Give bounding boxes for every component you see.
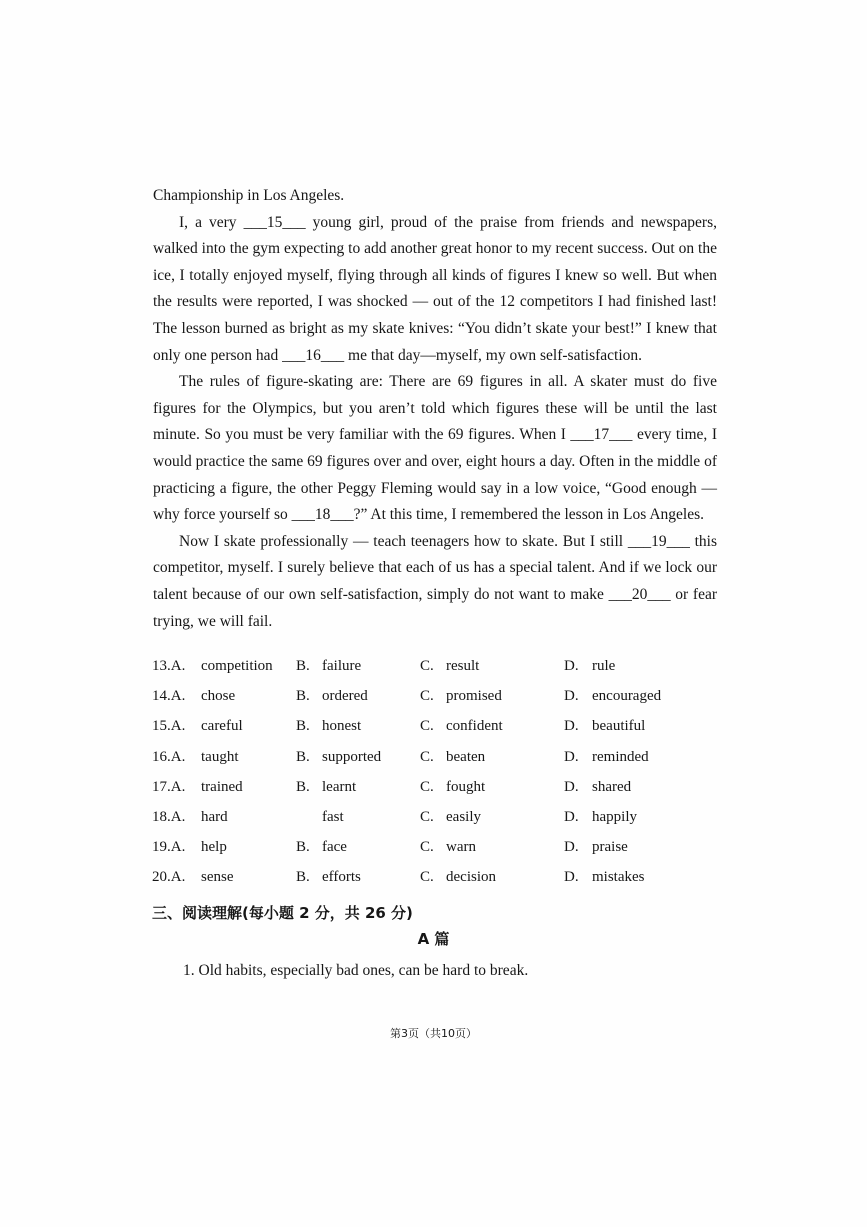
- option-c-label: C.: [420, 869, 434, 886]
- passage-paragraph-4: Now I skate professionally — teach teenagers how to skate. But I still ___19___ this competitor, myself. I surely believe that each of us has a special talent. And if we lock our talent because of our own self-satisfaction, simply do not want to make ___20___ or fear trying, we will fail.: [153, 532, 717, 630]
- option-d-label: D.: [564, 839, 579, 856]
- question-number: 16.A.: [152, 748, 186, 765]
- option-a: trained: [201, 778, 243, 795]
- option-row-16: [152, 749, 752, 779]
- option-d-label: D.: [564, 778, 579, 795]
- question-number: 13.A.: [152, 658, 186, 674]
- option-c-label: C.: [420, 748, 434, 765]
- option-b: failure: [322, 658, 362, 674]
- passage-paragraph-1: Championship in Los Angeles.: [153, 187, 345, 204]
- option-a: taught: [201, 748, 239, 765]
- option-d: beautiful: [592, 718, 646, 735]
- option-d: reminded: [592, 748, 649, 765]
- option-a: competition: [201, 658, 273, 674]
- option-b-label: B.: [296, 778, 310, 795]
- question-number: 17.A.: [152, 778, 186, 795]
- option-b-label: B.: [296, 688, 310, 705]
- option-d-label: D.: [564, 718, 579, 735]
- option-a: help: [201, 839, 227, 856]
- option-d: encouraged: [592, 688, 662, 705]
- option-row-15: [152, 718, 752, 748]
- option-c: confident: [446, 718, 503, 735]
- option-d-label: D.: [564, 748, 579, 765]
- question-number: 15.A.: [152, 718, 186, 735]
- section-heading: 三、阅读理解(每小题 2 分，共 26 分): [152, 904, 413, 922]
- passage-paragraph-2: I, a very ___15___ young girl, proud of the praise from friends and newspapers, walked into the gym expecting to add another great honor to my recent success. Out on the ice, I totally enjoyed myself, flying through all kinds of figures I knew so well. But when the results were reported, I was shocked — out of the 12 competitors I had finished last! The lesson burned as bright as my skate knives: “You didn’t skate your best!” I knew that only one person had ___16___ me that day—myself, my own self-satisfaction.: [153, 213, 717, 364]
- option-d: happily: [592, 808, 637, 825]
- option-row-13: [152, 658, 752, 688]
- question-number: 20.A.: [152, 869, 186, 886]
- option-c: result: [446, 658, 480, 674]
- option-d: rule: [592, 658, 616, 674]
- option-a: hard: [201, 808, 228, 825]
- option-c: warn: [446, 839, 476, 856]
- option-c-label: C.: [420, 718, 434, 735]
- page-number: 第3页（共10页）: [390, 1027, 477, 1040]
- passage-subheading: A 篇: [417, 930, 450, 948]
- option-c-label: C.: [420, 658, 434, 674]
- option-c: easily: [446, 808, 481, 825]
- question-number: 19.A.: [152, 839, 186, 856]
- option-d-label: D.: [564, 688, 579, 705]
- option-b-label: B.: [296, 658, 310, 674]
- reading-first-sentence: 1. Old habits, especially bad ones, can be hard to break.: [183, 962, 529, 979]
- option-c-label: C.: [420, 688, 434, 705]
- option-b: efforts: [322, 869, 361, 886]
- option-d-label: D.: [564, 808, 579, 825]
- answer-options: [152, 658, 752, 900]
- option-a: chose: [201, 688, 236, 705]
- option-d: praise: [592, 839, 628, 856]
- option-d-label: D.: [564, 658, 579, 674]
- option-b-label: B.: [296, 869, 310, 886]
- option-row-20: [152, 869, 752, 899]
- cloze-passage: [153, 183, 717, 635]
- option-a: sense: [201, 869, 234, 886]
- option-c-label: C.: [420, 808, 434, 825]
- option-d-label: D.: [564, 869, 579, 886]
- option-b: learnt: [322, 778, 357, 795]
- option-row-19: [152, 839, 752, 869]
- option-b-label: B.: [296, 839, 310, 856]
- option-b-label: B.: [296, 748, 310, 765]
- option-row-18: [152, 809, 752, 839]
- option-c: decision: [446, 869, 496, 886]
- option-a: careful: [201, 718, 243, 735]
- option-b: fast: [322, 808, 344, 825]
- option-c: fought: [446, 778, 486, 795]
- option-c-label: C.: [420, 839, 434, 856]
- option-row-17: [152, 779, 752, 809]
- option-c: promised: [446, 688, 502, 705]
- option-b: supported: [322, 748, 382, 765]
- option-c: beaten: [446, 748, 486, 765]
- option-d: mistakes: [592, 869, 645, 886]
- option-b: honest: [322, 718, 362, 735]
- question-number: 14.A.: [152, 688, 186, 705]
- option-b-label: B.: [296, 718, 310, 735]
- option-b: ordered: [322, 688, 368, 705]
- option-c-label: C.: [420, 778, 434, 795]
- option-d: shared: [592, 778, 632, 795]
- passage-paragraph-3: The rules of figure-skating are: There are 69 figures in all. A skater must do five figures for the Olympics, but you aren’t told which figures these will be until the last minute. So you must be very familiar with the 69 figures. When I ___17___ every time, I would practice the same 69 figures over and over, eight hours a day. Often in the middle of practicing a figure, the other Peggy Fleming would say in a low voice, “Good enough — why force yourself so ___18___?” At this time, I remembered the lesson in Los Angeles.: [153, 373, 717, 524]
- question-number: 18.A.: [152, 808, 186, 825]
- option-row-14: [152, 688, 752, 718]
- option-b: face: [322, 839, 347, 856]
